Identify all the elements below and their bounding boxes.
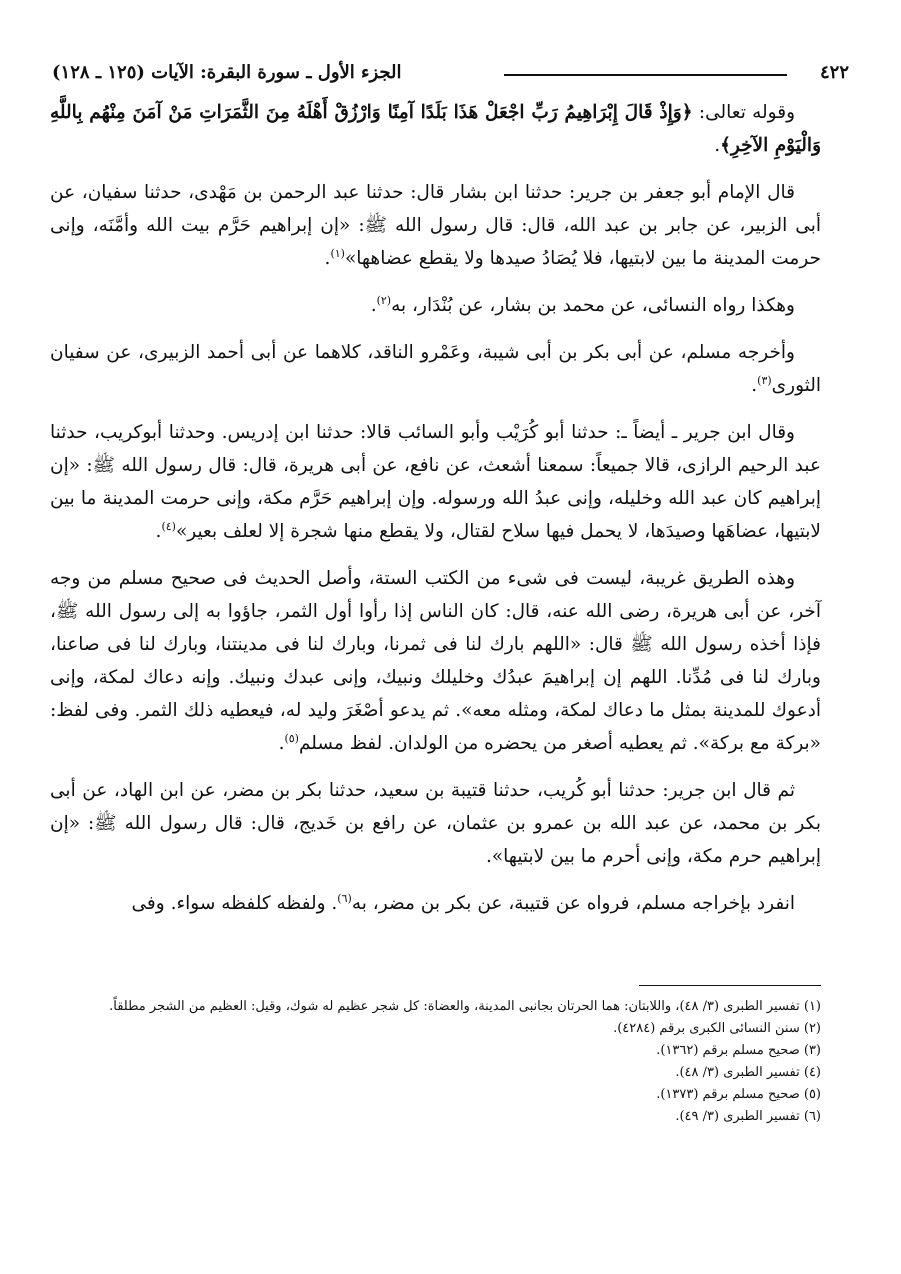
verse-paragraph xyxy=(50,96,821,162)
footnotes xyxy=(50,996,821,1128)
footnote: (٤) تفسير الطبرى (٣/ ٤٨). xyxy=(675,1065,821,1080)
verse-end: . xyxy=(714,135,721,156)
paragraph xyxy=(50,774,821,873)
paragraph-text: وقال ابن جرير ـ أيضاً ـ: حدثنا أبو كُرَيْب وأبو السائب قالا: حدثنا ابن إدريس. وحدثنا أبوكريب، حدثنا عبد الرحيم الرازى، قالا جميعاً: سمعنا أشعث، عن نافع، عن أبى هريرة، قال: قال رسول الله ﷺ: «إن إبراهيم كان عبد الله وخليله، وإنى عبدُ الله ورسوله. وإن إبراهيم حَرَّم مكة، وإنى حرمت المدينة ما بين لابتيها، عضاهَها وصيدَها، لا يحمل فيها سلاح لقتال، ولا يقطع منها شجرة إلا لعلف بعير» xyxy=(50,422,821,542)
footnote-ref: (٣) xyxy=(757,373,772,387)
paragraph-text: وأخرجه مسلم، عن أبى بكر بن أبى شيبة، وعَمْرو الناقد، كلاهما عن أبى أحمد الزبيرى، عن سفيان الثورى xyxy=(50,342,821,396)
footnote: (٣) صحيح مسلم برقم (١٣٦٢). xyxy=(656,1043,821,1058)
quran-verse: ﴿وَإِذْ قَالَ إِبْرَاهِيمُ رَبِّ اجْعَلْ هَذَا بَلَدًا آمِنًا وَارْزُقْ أَهْلَهُ مِنَ الثَّمَرَاتِ مَنْ آمَنَ مِنْهُم بِاللَّهِ وَالْيَوْمِ الآخِرِ﴾ xyxy=(50,102,821,156)
paragraph-text: وهذه الطريق غريبة، ليست فى شىء من الكتب الستة، وأصل الحديث فى صحيح مسلم من وجه آخر، عن أبى هريرة، رضى الله عنه، قال: كان الناس إذا رأوا أول الثمر، جاؤوا به إلى رسول الله ﷺ، فإذا أخذه رسول الله ﷺ قال: «اللهم بارك لنا فى ثمرنا، وبارك لنا فى مدينتنا، وبارك لنا فى صاعنا، وبارك لنا فى مُدِّنا. اللهم إن إبراهيمَ عبدُك وخليلك ونبيك، وإنى عبدك ونبيك. وإنه دعاك لمكة، وإنى أدعوك للمدينة بمثل ما دعاك لمكة، ومثله معه». ثم يدعو أصْغَرَ وليد له، فيعطيه ذلك الثمر. وفى لفظ: «بركة مع بركة». ثم يعطيه أصغر من يحضره من الولدان. لفظ مسلم xyxy=(50,568,821,754)
paragraph xyxy=(50,176,821,275)
paragraph xyxy=(50,336,821,402)
footnote: (٥) صحيح مسلم برقم (١٣٧٣). xyxy=(656,1087,821,1102)
footnote-ref: (٤) xyxy=(161,519,176,533)
paragraph-text: ثم قال ابن جرير: حدثنا أبو كُريب، حدثنا قتيبة بن سعيد، حدثنا بكر بن مضر، عن ابن الهاد، عن أبى بكر بن محمد، عن عبد الله بن عمرو بن عثمان، عن رافع بن خَديج، قال: قال رسول الله ﷺ: «إن إبراهيم حرم مكة، وإنى أحرم ما بين لابتيها» xyxy=(50,780,821,867)
footnote-ref: (١) xyxy=(330,246,345,260)
header-rule xyxy=(504,74,787,76)
footnote-ref: (٥) xyxy=(284,731,299,745)
paragraph xyxy=(50,289,821,322)
footnote: (١) تفسير الطبرى (٣/ ٤٨)، واللابتان: هما الحرتان بجانبى المدينة، والعضاة: كل شجر عظيم له شوك، وقيل: العظيم من الشجر مطلقاً. xyxy=(109,999,821,1014)
paragraph-text: وهكذا رواه النسائى، عن محمد بن بشار، عن بُنْدَار، به xyxy=(391,295,795,316)
page-number: ٤٢٢ xyxy=(819,62,849,83)
paragraph xyxy=(50,887,821,920)
paragraph-text: انفرد بإخراجه مسلم، فرواه عن قتيبة، عن بكر بن مضر، به xyxy=(351,893,795,914)
footnote: (٦) تفسير الطبرى (٣/ ٤٩). xyxy=(675,1109,821,1124)
paragraph-end: . xyxy=(370,295,377,316)
paragraph-end: . xyxy=(485,846,492,867)
main-text xyxy=(50,96,821,934)
paragraph-end: . xyxy=(155,521,162,542)
footnote: (٢) سنن النسائى الكبرى برقم (٤٢٨٤). xyxy=(613,1021,821,1036)
paragraph-end: . xyxy=(751,375,758,396)
footnote-ref: (٢) xyxy=(376,293,392,307)
footnote-separator xyxy=(639,985,821,986)
paragraph-end: . ولفظه كلفظه سواء. وفى xyxy=(131,893,338,914)
paragraph xyxy=(50,562,821,760)
paragraph-text: قال الإمام أبو جعفر بن جرير: حدثنا ابن بشار قال: حدثنا عبد الرحمن بن مَهْدى، حدثنا سفيان، عن أبى الزبير، عن جابر بن عبد الله، قال: قال رسول الله ﷺ: «إن إبراهيم حَرَّم بيت الله وأمَّنَه، وإنى حرمت المدينة ما بين لابتيها، فلا يُصَادُ صيدها ولا يقطع عضاهها» xyxy=(50,182,821,269)
paragraph xyxy=(50,416,821,548)
page-header xyxy=(52,60,849,90)
running-title: الجزء الأول ـ سورة البقرة: الآيات (١٢٥ ـ ١٢٨) xyxy=(52,62,402,83)
verse-intro: وقوله تعالى: xyxy=(692,102,795,123)
paragraph-end: . xyxy=(278,733,285,754)
paragraph-end: . xyxy=(324,248,331,269)
footnote-ref: (٦) xyxy=(337,891,352,905)
